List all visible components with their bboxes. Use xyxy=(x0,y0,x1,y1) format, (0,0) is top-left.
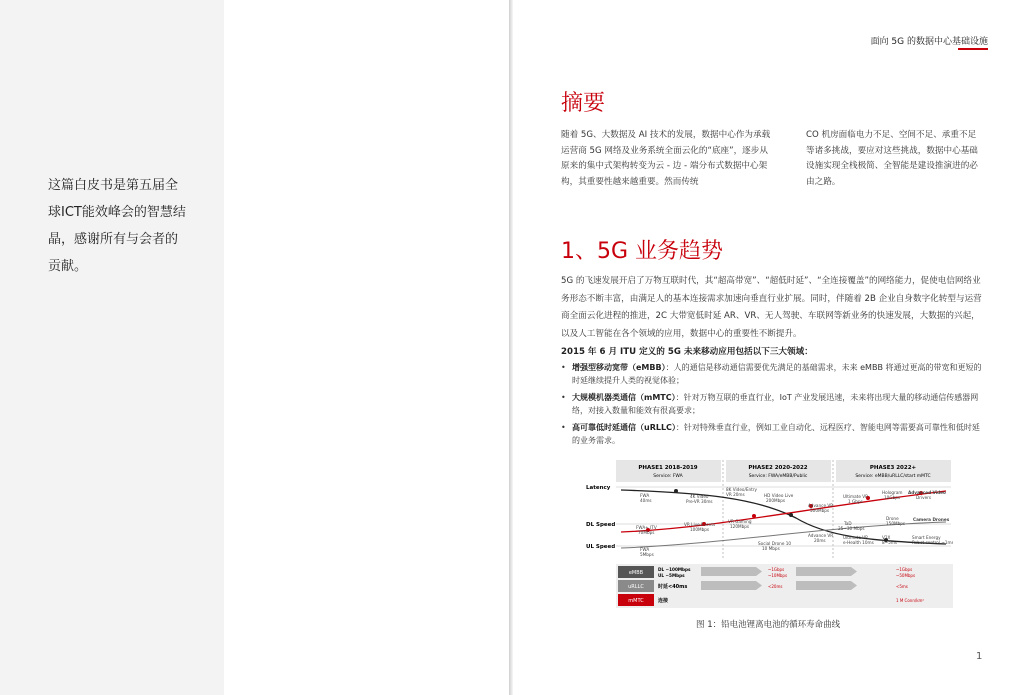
section-heading: 1、5G 业务趋势 xyxy=(561,239,724,264)
svg-text:120Mbps: 120Mbps xyxy=(730,524,750,529)
abstract-column-2: CO 机房面临电力不足、空间不足、承重不足等诸多挑战，要应对这些挑战，数据中心基础设施实现全栈极简、全智能是建设推演进的必由之路。 xyxy=(806,130,978,187)
bullet-urllc: • 高可靠低时延通信（uRLLC）：针对特殊垂直行业，例如工业自动化、远程医疗、智能电网等需要高可靠性和低时延的业务需求。 xyxy=(561,423,980,445)
5g-phase-figure xyxy=(586,458,953,610)
mmtc-connection-spec: 连接 xyxy=(658,598,669,604)
svg-text:Advanced Video: Advanced Video xyxy=(908,490,946,495)
phase-2-title: PHASE2 2020-2022 xyxy=(748,465,808,471)
svg-text:20ms: 20ms xyxy=(814,538,826,543)
legend-urllc-name: uRLLC xyxy=(628,584,644,590)
svg-text:1 Gbps: 1 Gbps xyxy=(848,499,863,504)
svg-text:40ms: 40ms xyxy=(640,498,652,503)
row-label-dl-speed: DL Speed xyxy=(586,522,616,528)
row-label-ul-speed: UL Speed xyxy=(586,544,616,550)
svg-text:Hologram: Hologram xyxy=(882,490,903,495)
5g-phase-diagram xyxy=(586,458,953,610)
svg-text:Advance VR: Advance VR xyxy=(808,533,834,538)
svg-text:150Mbps: 150Mbps xyxy=(886,521,906,526)
bullet-mmtc: • 大规模机器类通信（mMTC）：针对万物互联的垂直行业，IoT 产业发展迅速，未来将出现大量的移动通信传感器网络，对接入数量和能效有很高要求； xyxy=(561,393,979,415)
page-number: 1 xyxy=(976,651,983,662)
phase-1-service: Service: FWA xyxy=(653,474,683,479)
svg-text:8K Video/Entry: 8K Video/Entry xyxy=(726,487,758,492)
bullet-embb: • 增强型移动宽带（eMBB）：人的通信是移动通信需要优先满足的基础需求，未来 eMBB 将通过更高的带宽和更短的时延继续提升人类的视觉体验； xyxy=(561,363,982,385)
itu-bullet-list xyxy=(561,362,986,452)
svg-text:~1Gbps: ~1Gbps xyxy=(768,567,785,572)
abstract-heading: 摘要 xyxy=(561,91,606,116)
svg-text:Social Drone 10: Social Drone 10 xyxy=(758,541,792,546)
header-rule xyxy=(958,48,988,50)
svg-text:~1Gbps: ~1Gbps xyxy=(896,567,913,572)
svg-text:1 M Conn/km²: 1 M Conn/km² xyxy=(896,598,925,603)
svg-text:500Mbps: 500Mbps xyxy=(810,508,830,513)
figure-caption: 图 1：铅电池锂离电池的循环寿命曲线 xyxy=(696,620,841,630)
abstract-column-1: 随着 5G、大数据及 AI 技术的发展，数据中心作为承载运营商 5G 网络及业务系统全面云化的“底座”，逐步从原来的集中式架构转变为云 - 边 - 端分布式数据中心架构，其重要性越来越重要。然而传统 xyxy=(561,130,771,187)
legend-mmtc-name: mMTC xyxy=(628,598,644,604)
figure-annotations xyxy=(636,487,953,557)
bullet-dot: • xyxy=(561,363,566,372)
phase-3-title: PHASE3 2022+ xyxy=(869,465,917,471)
itu-subheading: 2015 年 6 月 ITU 定义的 5G 未来移动应用包括以下三大领域： xyxy=(561,347,813,357)
svg-text:100Mbps: 100Mbps xyxy=(690,527,710,532)
left-page xyxy=(0,0,224,695)
svg-text:e-Health 10ms: e-Health 10ms xyxy=(843,540,874,545)
svg-text:4K Video: 4K Video xyxy=(690,494,709,499)
svg-text:<20ms: <20ms xyxy=(768,584,783,589)
svg-text:Smart Energy: Smart Energy xyxy=(912,535,941,540)
dedication-text: 这篇白皮书是第五届全球ICT能效峰会的智慧结晶，感谢所有与会者的贡献。 xyxy=(48,178,186,274)
phase-3-service: Service: eMBB/uRLLC/start mMTC xyxy=(855,474,931,479)
svg-text:10 Mbps: 10 Mbps xyxy=(762,546,780,551)
svg-text:<5ms: <5ms xyxy=(896,584,908,589)
svg-text:70Mbps: 70Mbps xyxy=(638,530,655,535)
svg-text:Ultimate VR: Ultimate VR xyxy=(843,535,869,540)
phase-1-title: PHASE1 2018-2019 xyxy=(638,465,698,471)
svg-text:~10Mbps: ~10Mbps xyxy=(768,573,788,578)
svg-text:Pre-VR 30ms: Pre-VR 30ms xyxy=(686,499,713,504)
phase-2-service: Service: FWA/eMBB/Public xyxy=(748,474,808,479)
phase-arrow xyxy=(701,581,762,590)
svg-text:VR 20ms: VR 20ms xyxy=(726,492,745,497)
svg-text:8~5ms: 8~5ms xyxy=(882,540,898,545)
svg-text:10Gbps: 10Gbps xyxy=(884,495,901,500)
svg-text:Robot control ~1ms: Robot control ~1ms xyxy=(912,540,953,545)
phase-arrow xyxy=(796,581,857,590)
svg-text:5Mbps: 5Mbps xyxy=(640,552,654,557)
legend-embb-name: eMBB xyxy=(628,570,644,576)
data-point xyxy=(674,489,678,493)
svg-text:V2X: V2X xyxy=(882,535,891,540)
data-point xyxy=(752,514,756,518)
svg-text:Drone: Drone xyxy=(886,516,899,521)
data-point xyxy=(789,513,793,517)
embb-ul-spec: UL ~5Mbps xyxy=(658,573,685,578)
svg-text:200Mbps: 200Mbps xyxy=(766,498,786,503)
phase-arrow xyxy=(796,567,857,576)
svg-text:TaD: TaD xyxy=(844,521,852,526)
left-page-margin xyxy=(224,0,509,695)
svg-text:Ultimate VR: Ultimate VR xyxy=(843,494,869,499)
running-header: 面向 5G 的数据中心基础设施 xyxy=(870,37,988,47)
svg-text:~50Mbps: ~50Mbps xyxy=(896,573,916,578)
embb-dl-spec: DL ~100Mbps xyxy=(658,567,691,572)
bullet-dot: • xyxy=(561,423,566,432)
svg-text:Camera Drones: Camera Drones xyxy=(913,517,950,522)
svg-text:25~30 Mbps: 25~30 Mbps xyxy=(838,526,865,531)
svg-text:FWA: FWA xyxy=(640,547,650,552)
row-label-latency: Latency xyxy=(586,485,611,491)
phase-arrow xyxy=(701,567,762,576)
svg-text:Drivers: Drivers xyxy=(916,495,932,500)
svg-text:VR Live Events: VR Live Events xyxy=(684,522,716,527)
svg-text:FWA: FWA xyxy=(640,493,650,498)
urllc-latency-spec: 时延<40ms xyxy=(658,584,688,590)
bullet-dot: • xyxy=(561,393,566,402)
svg-text:FWA+ ITV: FWA+ ITV xyxy=(636,525,657,530)
svg-text:HD Video Live: HD Video Live xyxy=(764,493,794,498)
svg-text:Advance VR: Advance VR xyxy=(808,503,834,508)
svg-text:VR Gaming: VR Gaming xyxy=(728,519,752,524)
section-paragraph: 5G 的飞速发展开启了万物互联时代，其“超高带宽”、“超低时延”、“全连接覆盖”的网络能力，促使电信网络业务形态不断丰富，由满足人的基本连接需求加速向垂直行业扩展。同时，伴随着 2B 企业自身数字化转型与运营商全面云化进程的推进，2C 大带宽低时延 AR、VR、无人驾驶、车联网等新业务的快速发展，大数据的兴起，以及人工智能在各个领域的应用，数据中心的重要性不断提升。 xyxy=(561,276,982,339)
